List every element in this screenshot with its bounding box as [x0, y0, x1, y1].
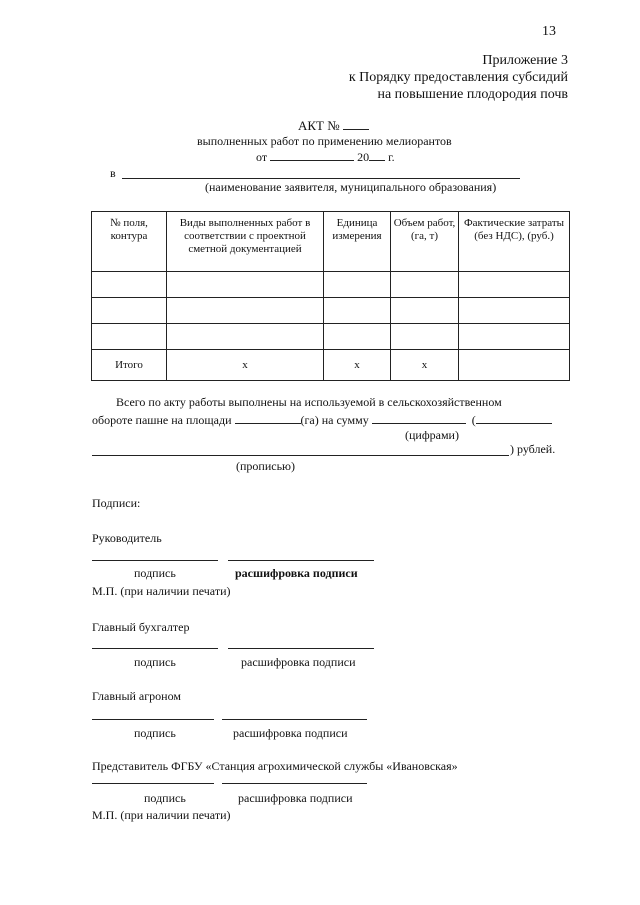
manager-decode-line[interactable]: [228, 560, 374, 561]
table-cell[interactable]: [92, 324, 167, 350]
table-cell[interactable]: [167, 324, 324, 350]
summary-area-label: обороте пашне на площади: [92, 413, 232, 427]
header-work-types: Виды выполненных работ в соответствии с проектной сметной документацией: [167, 212, 324, 272]
representative-signature-line[interactable]: [92, 783, 214, 784]
sum-words-field[interactable]: [92, 455, 509, 456]
total-x-volume: х: [391, 350, 459, 381]
table-cell[interactable]: [167, 272, 324, 298]
header-volume: Объем работ, (га, т): [391, 212, 459, 272]
accountant-signature-line[interactable]: [92, 648, 218, 649]
chief-agronomist-label: Главный агроном: [92, 689, 181, 703]
applicant-field[interactable]: [122, 178, 520, 179]
act-subtitle: выполненных работ по применению мелиорантов: [197, 134, 452, 148]
chief-accountant-label: Главный бухгалтер: [92, 620, 190, 634]
act-date: [256, 148, 395, 165]
manager-sign-caption: подпись: [134, 566, 176, 580]
sum-digits-field[interactable]: [372, 411, 466, 424]
header-unit: Единица измерения: [324, 212, 391, 272]
works-table: [91, 211, 570, 381]
date-day-month-field[interactable]: [270, 148, 354, 161]
table-cell[interactable]: [167, 298, 324, 324]
date-year-prefix: 20: [357, 150, 370, 164]
header-field-number: № поля, контура: [92, 212, 167, 272]
table-cell[interactable]: [324, 324, 391, 350]
accountant-sign-caption: подпись: [134, 655, 176, 669]
manager-signature-line[interactable]: [92, 560, 218, 561]
act-number-field[interactable]: [343, 117, 369, 130]
table-cell[interactable]: [92, 272, 167, 298]
table-cell[interactable]: [459, 272, 570, 298]
total-x-work: х: [167, 350, 324, 381]
agronomist-decode-caption: расшифровка подписи: [233, 726, 348, 740]
agronomist-decode-line[interactable]: [222, 719, 367, 720]
manager-decode-caption: расшифровка подписи: [235, 566, 358, 580]
representative-sign-caption: подпись: [144, 791, 186, 805]
accountant-decode-line[interactable]: [228, 648, 374, 649]
digits-caption: (цифрами): [405, 428, 459, 442]
representative-decode-line[interactable]: [222, 783, 367, 784]
representative-label: [92, 759, 458, 774]
date-prefix: от: [256, 150, 268, 164]
table-cell[interactable]: [459, 324, 570, 350]
table-header-row: [92, 212, 570, 272]
area-field[interactable]: [235, 411, 301, 424]
manager-label: Руководитель: [92, 531, 162, 545]
table-cell[interactable]: [391, 324, 459, 350]
act-title-text: АКТ №: [298, 118, 340, 133]
agronomist-signature-line[interactable]: [92, 719, 214, 720]
sum-words-start-field[interactable]: [476, 411, 552, 424]
total-row: [92, 350, 570, 381]
representative-decode-caption: расшифровка подписи: [238, 791, 353, 805]
representative-stamp-note: М.П. (при наличии печати): [92, 808, 231, 822]
table-cell[interactable]: [92, 298, 167, 324]
total-x-unit: х: [324, 350, 391, 381]
table-cell[interactable]: [324, 298, 391, 324]
signatures-heading: Подписи:: [92, 496, 141, 510]
appendix-line-2: к Порядку предоставления субсидий: [348, 70, 568, 85]
appendix-line-3: на повышение плодородия почв: [377, 87, 568, 102]
summary-line-1: Всего по акту работы выполнены на используемой в сельскохозяйственном: [116, 395, 502, 409]
accountant-decode-caption: расшифровка подписи: [241, 655, 356, 669]
in-label: в: [110, 166, 116, 180]
manager-stamp-note: М.П. (при наличии печати): [92, 584, 231, 598]
total-cost-cell[interactable]: [459, 350, 570, 381]
table-row: [92, 298, 570, 324]
total-label: Итого: [92, 350, 167, 381]
date-year-field[interactable]: [369, 148, 385, 161]
date-suffix: г.: [388, 150, 395, 164]
table-row: [92, 272, 570, 298]
rubles-label: ) рублей.: [510, 442, 556, 456]
table-cell[interactable]: [391, 298, 459, 324]
agronomist-sign-caption: подпись: [134, 726, 176, 740]
page-number: 13: [542, 24, 556, 39]
representative-text: Представитель ФГБУ «Станция агрохимической службы «Ивановская»: [92, 759, 458, 773]
table-cell[interactable]: [391, 272, 459, 298]
applicant-caption: (наименование заявителя, муниципального образования): [205, 180, 497, 194]
table-cell[interactable]: [459, 298, 570, 324]
summary-sum-label: (га) на сумму: [300, 413, 369, 427]
words-caption: (прописью): [236, 459, 296, 473]
table-row: [92, 324, 570, 350]
appendix-line-1: Приложение 3: [482, 53, 568, 68]
summary-paren-open: (: [471, 413, 476, 427]
act-title: [298, 117, 369, 134]
header-actual-costs: Фактические затраты (без НДС), (руб.): [459, 212, 570, 272]
summary-line-2: [92, 411, 552, 428]
table-cell[interactable]: [324, 272, 391, 298]
